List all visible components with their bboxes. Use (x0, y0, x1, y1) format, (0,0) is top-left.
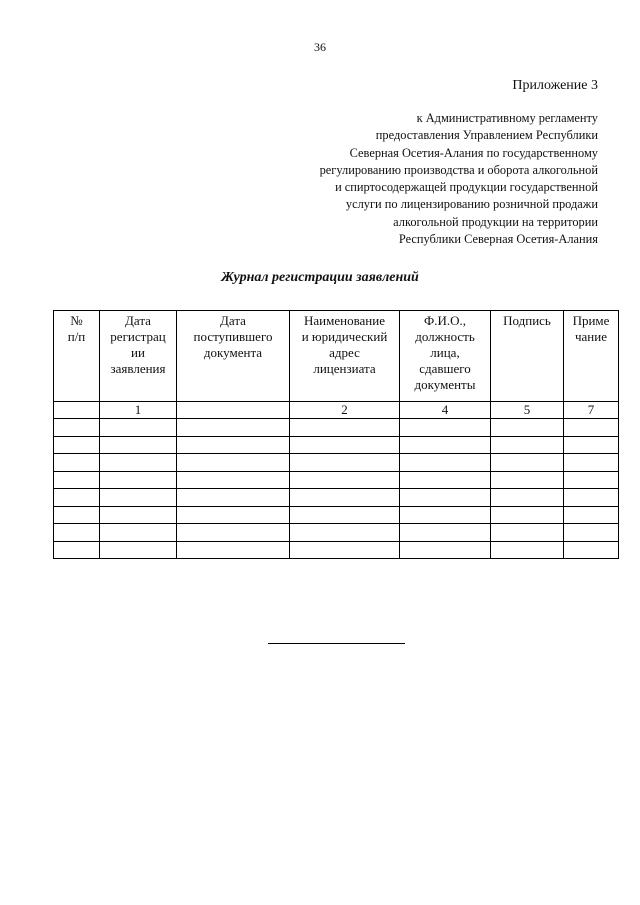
table-cell (100, 506, 177, 524)
table-cell (54, 436, 100, 454)
table-cell (100, 419, 177, 437)
table-row (54, 541, 619, 559)
header-line: лицензиата (313, 361, 376, 376)
registration-journal-table (53, 310, 619, 559)
table-cell (177, 454, 290, 472)
header-line: поступившего (193, 329, 273, 344)
table-row (54, 489, 619, 507)
table-cell (100, 471, 177, 489)
header-line: Наименование (304, 313, 385, 328)
table-cell (54, 524, 100, 542)
header-signature (491, 311, 564, 402)
table-cell (564, 489, 619, 507)
table-cell (290, 419, 400, 437)
table-cell (491, 419, 564, 437)
table-cell (290, 436, 400, 454)
header-line: документы (414, 377, 476, 392)
table-cell (400, 489, 491, 507)
table-cell (400, 506, 491, 524)
table-cell (290, 489, 400, 507)
table-cell (54, 471, 100, 489)
header-line: должность (415, 329, 475, 344)
table-cell (491, 524, 564, 542)
header-line: ии (131, 345, 145, 360)
table-cell (564, 506, 619, 524)
appendix-subtitle-line: к Административному регламенту (416, 111, 598, 125)
table-cell (177, 524, 290, 542)
table-cell (400, 454, 491, 472)
header-line: Дата (125, 313, 151, 328)
header-registration-date (100, 311, 177, 402)
table-cell (564, 454, 619, 472)
page-number: 36 (314, 40, 326, 54)
table-cell (491, 506, 564, 524)
table-cell (100, 524, 177, 542)
table-cell (400, 471, 491, 489)
table-cell (491, 541, 564, 559)
table-cell (564, 541, 619, 559)
table-cell (564, 524, 619, 542)
header-line: лица, (430, 345, 460, 360)
header-document-date (177, 311, 290, 402)
table-cell: 7 (564, 402, 619, 419)
header-line: и юридический (301, 329, 388, 344)
table-cell (400, 419, 491, 437)
table-row (54, 524, 619, 542)
table-cell (564, 419, 619, 437)
header-submitter (400, 311, 491, 402)
table-cell (491, 454, 564, 472)
table-cell (491, 489, 564, 507)
appendix-subtitle-line: услуги по лицензированию розничной продажи (345, 197, 598, 212)
table-cell (290, 454, 400, 472)
header-licensee (290, 311, 400, 402)
table-cell: 5 (491, 402, 564, 419)
table-cell (100, 454, 177, 472)
header-line: п/п (67, 329, 86, 344)
table-cell (177, 471, 290, 489)
table-row (54, 471, 619, 489)
table-cell (564, 471, 619, 489)
header-line: Дата (220, 313, 246, 328)
journal-title: Журнал регистрации заявлений (221, 270, 419, 285)
table-cell (400, 541, 491, 559)
table-cell (177, 436, 290, 454)
table-cell (54, 454, 100, 472)
header-line: сдавшего (419, 361, 471, 376)
header-line: заявления (110, 361, 166, 376)
table-cell (54, 541, 100, 559)
table-cell (290, 541, 400, 559)
appendix-label: Приложение 3 (512, 78, 598, 93)
table-cell (177, 419, 290, 437)
header-line: чание (575, 329, 607, 344)
table-cell (491, 471, 564, 489)
table-row (54, 436, 619, 454)
header-line: Подпись (503, 313, 551, 328)
table-cell (400, 524, 491, 542)
table-cell: 2 (290, 402, 400, 419)
table-cell (100, 436, 177, 454)
table-header-row (54, 311, 619, 402)
table-cell (54, 402, 100, 419)
table-cell (177, 506, 290, 524)
header-line: Ф.И.О., (423, 313, 467, 328)
header-line: регистрац (110, 329, 166, 344)
table-cell (54, 419, 100, 437)
header-line: документа (203, 345, 263, 360)
table-cell (290, 506, 400, 524)
table-row (54, 454, 619, 472)
appendix-subtitle (238, 110, 598, 248)
bottom-rule (268, 643, 405, 644)
header-line: № (70, 313, 83, 328)
table-cell (491, 436, 564, 454)
appendix-subtitle-line: регулированию производства и оборота алкогольной (319, 162, 598, 177)
table-cell (290, 471, 400, 489)
appendix-subtitle-line: и спиртосодержащей продукции государственной (335, 180, 598, 195)
table-cell (54, 489, 100, 507)
table-cell (177, 402, 290, 419)
appendix-subtitle-line: Северная Осетия-Алания по государственному (349, 145, 598, 160)
header-note (564, 311, 619, 402)
table-row (54, 419, 619, 437)
header-number (54, 311, 100, 402)
table-cell: 4 (400, 402, 491, 419)
table-cell (290, 524, 400, 542)
appendix-subtitle-line: алкогольной продукции на территории (393, 214, 598, 229)
table-cell: 1 (100, 402, 177, 419)
header-line: адрес (329, 345, 360, 360)
appendix-subtitle-line: Республики Северная Осетия-Алания (398, 232, 598, 247)
table-cell (400, 436, 491, 454)
table-cell (177, 541, 290, 559)
table-cell (177, 489, 290, 507)
table-cell (54, 506, 100, 524)
table-cell (100, 541, 177, 559)
appendix-subtitle-line: предоставления Управлением Республики (375, 128, 598, 143)
header-line: Приме (572, 313, 610, 328)
table-row (54, 506, 619, 524)
column-number-row (54, 402, 619, 419)
table-cell (100, 489, 177, 507)
table-cell (564, 436, 619, 454)
